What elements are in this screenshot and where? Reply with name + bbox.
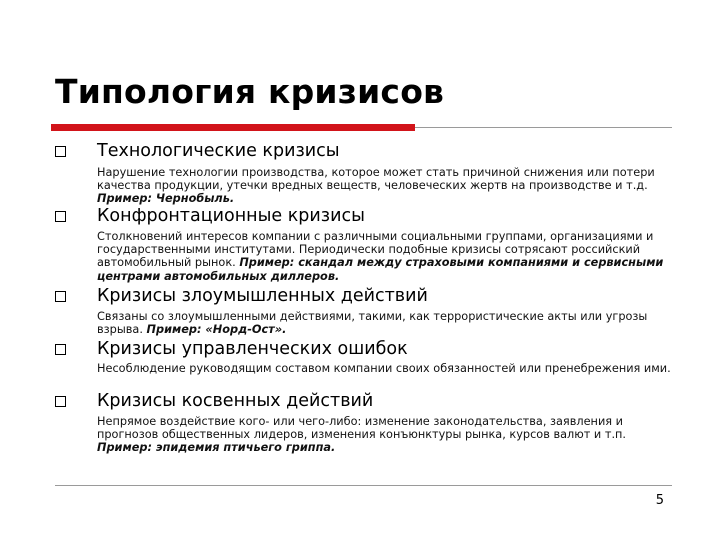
description-text: Нарушение технологии производства, которое может стать причиной снижения или потери качества продукции, утечки вредных веществ, человеческих жертв на производстве и т.д.: [97, 166, 655, 193]
description-text: Связаны со злоумышленными действиями, такими, как террористические акты или угрозы взрыва.: [97, 310, 648, 337]
item-heading: Кризисы управленческих ошибок: [97, 339, 408, 359]
item-description: [97, 362, 677, 375]
item-description: [97, 310, 677, 336]
item-description: [97, 230, 677, 283]
item-description: [97, 166, 677, 206]
item-heading: Кризисы злоумышленных действий: [97, 286, 428, 306]
square-bullet-icon: [55, 344, 66, 355]
description-text: Несоблюдение руководящим составом компании своих обязанностей или пренебрежения ими.: [97, 362, 671, 375]
square-bullet-icon: [55, 146, 66, 157]
item-heading: Кризисы косвенных действий: [97, 391, 374, 411]
example-text: Пример: «Норд-Ост».: [146, 323, 287, 337]
description-text: Столкновений интересов компании с различными социальными группами, организациями и государственными институтами. Периодически подобные кризисы сотрясают российский автомобильный рынок.: [97, 230, 654, 270]
example-text: Пример: эпидемия птичьего гриппа.: [97, 441, 336, 455]
square-bullet-icon: [55, 396, 66, 407]
footer-divider: [55, 485, 672, 486]
example-text: Пример: скандал между страховыми компаниями и сервисными центрами автомобильных диллеров.: [97, 256, 664, 283]
square-bullet-icon: [55, 291, 66, 302]
slide-title: Типология кризисов: [55, 72, 445, 111]
item-description: [97, 415, 677, 455]
square-bullet-icon: [55, 211, 66, 222]
description-text: Непрямое воздействие кого- или чего-либо: изменение законодательства, заявления и прогнозов общественных лидеров, изменения конъюнктуры рынка, курсов валют и т.п.: [97, 415, 627, 442]
page-number: 5: [655, 493, 664, 508]
example-text: Пример: Чернобыль.: [97, 192, 235, 206]
item-heading: Конфронтационные кризисы: [97, 206, 365, 226]
item-heading: Технологические кризисы: [97, 141, 340, 161]
